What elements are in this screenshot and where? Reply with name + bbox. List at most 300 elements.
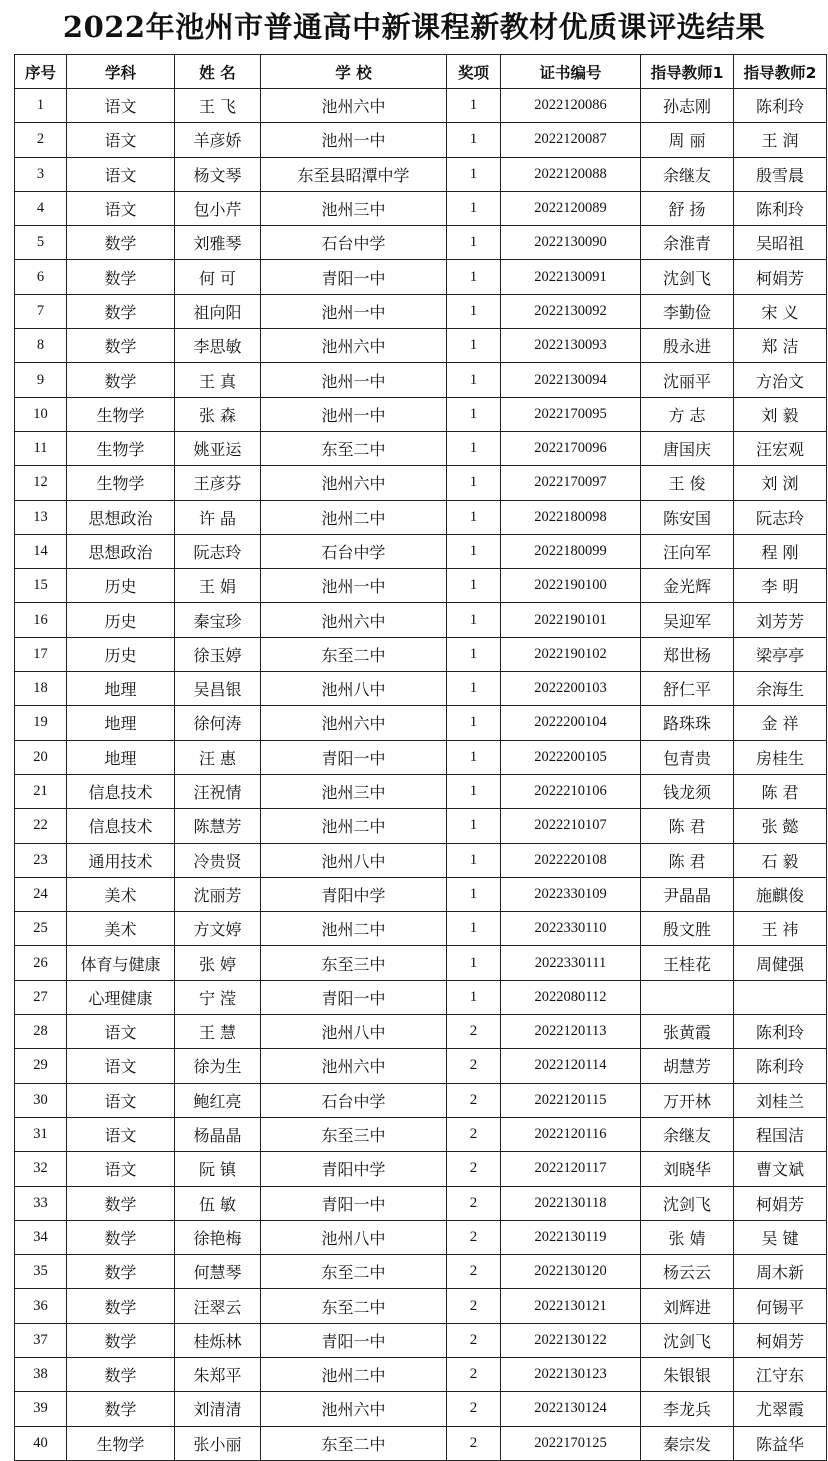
cell-certificate: 2022120113 xyxy=(501,1015,641,1049)
cell-advisor-1: 唐国庆 xyxy=(641,431,734,465)
cell-advisor-1: 张黄霞 xyxy=(641,1015,734,1049)
cell-advisor-1: 钱龙须 xyxy=(641,774,734,808)
cell-index: 12 xyxy=(15,466,67,500)
cell-school: 池州一中 xyxy=(261,123,447,157)
cell-award: 1 xyxy=(447,89,501,123)
table-row xyxy=(15,260,827,294)
cell-award: 1 xyxy=(447,397,501,431)
cell-subject: 语文 xyxy=(67,1117,175,1151)
table-row xyxy=(15,603,827,637)
cell-subject: 思想政治 xyxy=(67,500,175,534)
document-title: 2022年池州市普通高中新课程新教材优质课评选结果 xyxy=(62,10,766,44)
cell-certificate: 2022200105 xyxy=(501,740,641,774)
cell-school: 池州一中 xyxy=(261,569,447,603)
cell-subject: 语文 xyxy=(67,1049,175,1083)
cell-school: 东至县昭潭中学 xyxy=(261,157,447,191)
cell-advisor-1: 孙志刚 xyxy=(641,89,734,123)
cell-school: 青阳一中 xyxy=(261,980,447,1014)
table-row xyxy=(15,1220,827,1254)
cell-index: 28 xyxy=(15,1015,67,1049)
cell-school: 池州二中 xyxy=(261,500,447,534)
cell-index: 22 xyxy=(15,809,67,843)
cell-advisor-2: 陈利玲 xyxy=(734,89,827,123)
cell-name: 许 晶 xyxy=(175,500,261,534)
cell-index: 26 xyxy=(15,946,67,980)
cell-school: 东至二中 xyxy=(261,1426,447,1460)
cell-award: 1 xyxy=(447,809,501,843)
cell-certificate: 2022210107 xyxy=(501,809,641,843)
cell-award: 1 xyxy=(447,191,501,225)
cell-advisor-1: 李龙兵 xyxy=(641,1392,734,1426)
cell-school: 池州三中 xyxy=(261,191,447,225)
cell-advisor-2: 石 毅 xyxy=(734,843,827,877)
cell-subject: 数学 xyxy=(67,1392,175,1426)
cell-award: 1 xyxy=(447,980,501,1014)
table-row xyxy=(15,500,827,534)
cell-subject: 语文 xyxy=(67,123,175,157)
cell-award: 1 xyxy=(447,672,501,706)
cell-advisor-2: 汪宏观 xyxy=(734,431,827,465)
cell-school: 东至二中 xyxy=(261,1255,447,1289)
cell-index: 17 xyxy=(15,637,67,671)
cell-name: 李思敏 xyxy=(175,329,261,363)
cell-award: 2 xyxy=(447,1289,501,1323)
cell-advisor-2: 宋 义 xyxy=(734,294,827,328)
cell-award: 2 xyxy=(447,1083,501,1117)
cell-school: 青阳中学 xyxy=(261,877,447,911)
cell-index: 31 xyxy=(15,1117,67,1151)
cell-school: 东至二中 xyxy=(261,1289,447,1323)
cell-award: 2 xyxy=(447,1015,501,1049)
cell-index: 33 xyxy=(15,1186,67,1220)
cell-name: 鲍红亮 xyxy=(175,1083,261,1117)
cell-certificate: 2022130121 xyxy=(501,1289,641,1323)
cell-advisor-1: 张 婧 xyxy=(641,1220,734,1254)
cell-school: 池州二中 xyxy=(261,809,447,843)
table-row xyxy=(15,809,827,843)
cell-advisor-2: 陈利玲 xyxy=(734,1015,827,1049)
cell-index: 7 xyxy=(15,294,67,328)
cell-name: 宁 滢 xyxy=(175,980,261,1014)
table-row xyxy=(15,1049,827,1083)
cell-school: 池州二中 xyxy=(261,1357,447,1391)
cell-name: 姚亚运 xyxy=(175,431,261,465)
cell-advisor-2: 柯娟芳 xyxy=(734,260,827,294)
cell-index: 18 xyxy=(15,672,67,706)
cell-subject: 生物学 xyxy=(67,397,175,431)
cell-name: 阮志玲 xyxy=(175,534,261,568)
cell-advisor-1: 朱银银 xyxy=(641,1357,734,1391)
cell-school: 池州一中 xyxy=(261,363,447,397)
cell-award: 2 xyxy=(447,1357,501,1391)
cell-subject: 数学 xyxy=(67,1186,175,1220)
cell-award: 2 xyxy=(447,1323,501,1357)
cell-advisor-1: 郑世杨 xyxy=(641,637,734,671)
cell-advisor-2: 李 明 xyxy=(734,569,827,603)
table-header-row xyxy=(15,55,827,89)
cell-school: 池州八中 xyxy=(261,1220,447,1254)
table-row xyxy=(15,1426,827,1460)
cell-name: 祖向阳 xyxy=(175,294,261,328)
cell-award: 1 xyxy=(447,912,501,946)
table-body xyxy=(15,89,827,1461)
cell-advisor-1: 胡慧芳 xyxy=(641,1049,734,1083)
column-header-certificate: 证书编号 xyxy=(501,55,641,89)
cell-subject: 信息技术 xyxy=(67,809,175,843)
cell-advisor-1: 陈安国 xyxy=(641,500,734,534)
cell-advisor-2: 刘 浏 xyxy=(734,466,827,500)
cell-school: 池州八中 xyxy=(261,1015,447,1049)
cell-school: 池州六中 xyxy=(261,1392,447,1426)
table-row xyxy=(15,89,827,123)
cell-name: 王彦芬 xyxy=(175,466,261,500)
cell-advisor-1: 沈剑飞 xyxy=(641,260,734,294)
cell-advisor-1: 殷永进 xyxy=(641,329,734,363)
cell-advisor-2: 刘 毅 xyxy=(734,397,827,431)
table-row xyxy=(15,980,827,1014)
cell-advisor-2: 刘桂兰 xyxy=(734,1083,827,1117)
cell-advisor-2: 金 祥 xyxy=(734,706,827,740)
cell-index: 14 xyxy=(15,534,67,568)
cell-name: 汪翠云 xyxy=(175,1289,261,1323)
cell-certificate: 2022130120 xyxy=(501,1255,641,1289)
cell-index: 8 xyxy=(15,329,67,363)
cell-index: 34 xyxy=(15,1220,67,1254)
cell-school: 东至三中 xyxy=(261,1117,447,1151)
cell-name: 沈丽芳 xyxy=(175,877,261,911)
table-row xyxy=(15,1289,827,1323)
cell-school: 青阳中学 xyxy=(261,1152,447,1186)
table-row xyxy=(15,1323,827,1357)
cell-certificate: 2022120114 xyxy=(501,1049,641,1083)
cell-index: 10 xyxy=(15,397,67,431)
cell-school: 石台中学 xyxy=(261,534,447,568)
cell-certificate: 2022130118 xyxy=(501,1186,641,1220)
cell-index: 19 xyxy=(15,706,67,740)
cell-advisor-2 xyxy=(734,980,827,1014)
cell-certificate: 2022170097 xyxy=(501,466,641,500)
cell-school: 池州六中 xyxy=(261,329,447,363)
cell-name: 包小芹 xyxy=(175,191,261,225)
cell-award: 2 xyxy=(447,1049,501,1083)
cell-award: 1 xyxy=(447,534,501,568)
cell-award: 1 xyxy=(447,363,501,397)
cell-name: 徐艳梅 xyxy=(175,1220,261,1254)
column-header-subject: 学科 xyxy=(67,55,175,89)
cell-certificate: 2022120117 xyxy=(501,1152,641,1186)
cell-subject: 生物学 xyxy=(67,466,175,500)
column-header-name: 姓 名 xyxy=(175,55,261,89)
cell-award: 1 xyxy=(447,466,501,500)
cell-advisor-1: 包青贵 xyxy=(641,740,734,774)
cell-advisor-2: 曹文斌 xyxy=(734,1152,827,1186)
cell-name: 阮 镇 xyxy=(175,1152,261,1186)
cell-advisor-2: 尤翠霞 xyxy=(734,1392,827,1426)
cell-subject: 通用技术 xyxy=(67,843,175,877)
column-header-award: 奖项 xyxy=(447,55,501,89)
table-row xyxy=(15,1117,827,1151)
cell-name: 徐何涛 xyxy=(175,706,261,740)
cell-certificate: 2022170125 xyxy=(501,1426,641,1460)
cell-school: 石台中学 xyxy=(261,226,447,260)
cell-certificate: 2022120087 xyxy=(501,123,641,157)
cell-name: 徐为生 xyxy=(175,1049,261,1083)
cell-school: 东至三中 xyxy=(261,946,447,980)
cell-advisor-1: 周 丽 xyxy=(641,123,734,157)
cell-certificate: 2022190100 xyxy=(501,569,641,603)
cell-advisor-2: 王 润 xyxy=(734,123,827,157)
cell-advisor-2: 郑 洁 xyxy=(734,329,827,363)
cell-certificate: 2022130093 xyxy=(501,329,641,363)
cell-certificate: 2022130092 xyxy=(501,294,641,328)
cell-name: 王 飞 xyxy=(175,89,261,123)
cell-certificate: 2022330110 xyxy=(501,912,641,946)
cell-index: 3 xyxy=(15,157,67,191)
cell-subject: 地理 xyxy=(67,706,175,740)
cell-certificate: 2022200103 xyxy=(501,672,641,706)
cell-certificate: 2022200104 xyxy=(501,706,641,740)
table-row xyxy=(15,1083,827,1117)
cell-award: 1 xyxy=(447,569,501,603)
cell-award: 2 xyxy=(447,1220,501,1254)
cell-advisor-2: 柯娟芳 xyxy=(734,1186,827,1220)
cell-award: 1 xyxy=(447,226,501,260)
table-row xyxy=(15,1357,827,1391)
table-row xyxy=(15,397,827,431)
cell-advisor-1: 余继友 xyxy=(641,157,734,191)
cell-advisor-2: 陈利玲 xyxy=(734,1049,827,1083)
cell-index: 6 xyxy=(15,260,67,294)
cell-advisor-2: 陈益华 xyxy=(734,1426,827,1460)
cell-index: 35 xyxy=(15,1255,67,1289)
cell-certificate: 2022130124 xyxy=(501,1392,641,1426)
cell-certificate: 2022180099 xyxy=(501,534,641,568)
cell-advisor-2: 阮志玲 xyxy=(734,500,827,534)
cell-name: 张 婷 xyxy=(175,946,261,980)
cell-school: 池州六中 xyxy=(261,89,447,123)
cell-subject: 心理健康 xyxy=(67,980,175,1014)
cell-subject: 历史 xyxy=(67,569,175,603)
cell-name: 秦宝珍 xyxy=(175,603,261,637)
cell-name: 冷贵贤 xyxy=(175,843,261,877)
cell-advisor-1: 杨云云 xyxy=(641,1255,734,1289)
cell-school: 池州六中 xyxy=(261,466,447,500)
cell-award: 2 xyxy=(447,1392,501,1426)
cell-name: 徐玉婷 xyxy=(175,637,261,671)
cell-index: 9 xyxy=(15,363,67,397)
cell-certificate: 2022210106 xyxy=(501,774,641,808)
cell-school: 青阳一中 xyxy=(261,1186,447,1220)
cell-subject: 数学 xyxy=(67,260,175,294)
cell-certificate: 2022130123 xyxy=(501,1357,641,1391)
cell-name: 何 可 xyxy=(175,260,261,294)
cell-index: 36 xyxy=(15,1289,67,1323)
cell-advisor-1: 余淮青 xyxy=(641,226,734,260)
cell-advisor-2: 何锡平 xyxy=(734,1289,827,1323)
cell-index: 38 xyxy=(15,1357,67,1391)
cell-advisor-1: 余继友 xyxy=(641,1117,734,1151)
cell-certificate: 2022120115 xyxy=(501,1083,641,1117)
table-row xyxy=(15,294,827,328)
cell-certificate: 2022130122 xyxy=(501,1323,641,1357)
cell-certificate: 2022330111 xyxy=(501,946,641,980)
cell-subject: 信息技术 xyxy=(67,774,175,808)
cell-advisor-2: 柯娟芳 xyxy=(734,1323,827,1357)
table-row xyxy=(15,1152,827,1186)
cell-award: 1 xyxy=(447,157,501,191)
results-table xyxy=(14,54,827,1461)
table-row xyxy=(15,843,827,877)
table-row xyxy=(15,946,827,980)
table-row xyxy=(15,1392,827,1426)
table-row xyxy=(15,912,827,946)
cell-award: 1 xyxy=(447,774,501,808)
cell-school: 青阳一中 xyxy=(261,740,447,774)
cell-name: 王 慧 xyxy=(175,1015,261,1049)
cell-advisor-2: 刘芳芳 xyxy=(734,603,827,637)
cell-school: 青阳一中 xyxy=(261,1323,447,1357)
cell-advisor-2: 吴 键 xyxy=(734,1220,827,1254)
cell-name: 陈慧芳 xyxy=(175,809,261,843)
cell-school: 池州一中 xyxy=(261,294,447,328)
cell-advisor-1: 陈 君 xyxy=(641,809,734,843)
cell-advisor-1: 殷文胜 xyxy=(641,912,734,946)
cell-index: 23 xyxy=(15,843,67,877)
cell-school: 青阳一中 xyxy=(261,260,447,294)
cell-advisor-1: 王桂花 xyxy=(641,946,734,980)
cell-advisor-1: 吴迎军 xyxy=(641,603,734,637)
cell-award: 2 xyxy=(447,1117,501,1151)
cell-name: 杨文琴 xyxy=(175,157,261,191)
cell-certificate: 2022190101 xyxy=(501,603,641,637)
cell-index: 13 xyxy=(15,500,67,534)
cell-name: 王 娟 xyxy=(175,569,261,603)
cell-award: 1 xyxy=(447,294,501,328)
cell-advisor-2: 方治文 xyxy=(734,363,827,397)
cell-award: 1 xyxy=(447,706,501,740)
cell-award: 2 xyxy=(447,1255,501,1289)
cell-award: 1 xyxy=(447,946,501,980)
cell-subject: 语文 xyxy=(67,1083,175,1117)
cell-advisor-1: 刘晓华 xyxy=(641,1152,734,1186)
cell-certificate: 2022120116 xyxy=(501,1117,641,1151)
cell-advisor-1: 汪向军 xyxy=(641,534,734,568)
cell-index: 25 xyxy=(15,912,67,946)
cell-advisor-2: 周健强 xyxy=(734,946,827,980)
cell-certificate: 2022190102 xyxy=(501,637,641,671)
cell-index: 20 xyxy=(15,740,67,774)
cell-award: 2 xyxy=(447,1152,501,1186)
cell-subject: 地理 xyxy=(67,672,175,706)
cell-school: 池州六中 xyxy=(261,1049,447,1083)
cell-school: 东至二中 xyxy=(261,637,447,671)
cell-name: 杨晶晶 xyxy=(175,1117,261,1151)
cell-award: 1 xyxy=(447,329,501,363)
cell-name: 汪祝情 xyxy=(175,774,261,808)
table-row xyxy=(15,329,827,363)
cell-certificate: 2022120089 xyxy=(501,191,641,225)
cell-certificate: 2022120088 xyxy=(501,157,641,191)
cell-name: 朱郑平 xyxy=(175,1357,261,1391)
cell-subject: 历史 xyxy=(67,637,175,671)
cell-subject: 数学 xyxy=(67,1289,175,1323)
cell-certificate: 2022170096 xyxy=(501,431,641,465)
cell-advisor-1: 舒仁平 xyxy=(641,672,734,706)
cell-index: 15 xyxy=(15,569,67,603)
cell-certificate: 2022130091 xyxy=(501,260,641,294)
cell-index: 2 xyxy=(15,123,67,157)
cell-certificate: 2022180098 xyxy=(501,500,641,534)
cell-subject: 数学 xyxy=(67,1357,175,1391)
cell-advisor-2: 吴昭祖 xyxy=(734,226,827,260)
cell-advisor-1: 刘辉进 xyxy=(641,1289,734,1323)
cell-advisor-2: 江守东 xyxy=(734,1357,827,1391)
cell-school: 石台中学 xyxy=(261,1083,447,1117)
cell-advisor-1: 王 俊 xyxy=(641,466,734,500)
cell-advisor-1: 舒 扬 xyxy=(641,191,734,225)
cell-school: 池州一中 xyxy=(261,397,447,431)
table-row xyxy=(15,569,827,603)
cell-advisor-1 xyxy=(641,980,734,1014)
table-row xyxy=(15,157,827,191)
cell-award: 1 xyxy=(447,637,501,671)
column-header-advisor-1: 指导教师1 xyxy=(641,55,734,89)
table-row xyxy=(15,466,827,500)
table-row xyxy=(15,1255,827,1289)
cell-name: 汪 惠 xyxy=(175,740,261,774)
cell-school: 池州六中 xyxy=(261,706,447,740)
cell-index: 39 xyxy=(15,1392,67,1426)
cell-advisor-2: 程国洁 xyxy=(734,1117,827,1151)
cell-advisor-2: 陈 君 xyxy=(734,774,827,808)
cell-subject: 美术 xyxy=(67,877,175,911)
cell-subject: 生物学 xyxy=(67,431,175,465)
cell-advisor-1: 陈 君 xyxy=(641,843,734,877)
cell-index: 32 xyxy=(15,1152,67,1186)
cell-name: 何慧琴 xyxy=(175,1255,261,1289)
cell-advisor-2: 殷雪晨 xyxy=(734,157,827,191)
cell-subject: 体育与健康 xyxy=(67,946,175,980)
column-header-advisor-2: 指导教师2 xyxy=(734,55,827,89)
cell-advisor-2: 程 刚 xyxy=(734,534,827,568)
cell-advisor-1: 金光辉 xyxy=(641,569,734,603)
cell-index: 24 xyxy=(15,877,67,911)
cell-name: 吴昌银 xyxy=(175,672,261,706)
cell-subject: 数学 xyxy=(67,329,175,363)
cell-index: 37 xyxy=(15,1323,67,1357)
cell-name: 王 真 xyxy=(175,363,261,397)
cell-index: 16 xyxy=(15,603,67,637)
cell-index: 5 xyxy=(15,226,67,260)
cell-name: 张 森 xyxy=(175,397,261,431)
cell-name: 伍 敏 xyxy=(175,1186,261,1220)
cell-award: 2 xyxy=(447,1186,501,1220)
table-row xyxy=(15,637,827,671)
cell-advisor-2: 张 懿 xyxy=(734,809,827,843)
cell-index: 29 xyxy=(15,1049,67,1083)
cell-certificate: 2022170095 xyxy=(501,397,641,431)
cell-award: 1 xyxy=(447,877,501,911)
cell-name: 刘清清 xyxy=(175,1392,261,1426)
cell-award: 1 xyxy=(447,740,501,774)
cell-advisor-1: 沈丽平 xyxy=(641,363,734,397)
cell-school: 池州二中 xyxy=(261,912,447,946)
cell-index: 1 xyxy=(15,89,67,123)
cell-subject: 数学 xyxy=(67,1255,175,1289)
cell-award: 1 xyxy=(447,123,501,157)
cell-index: 40 xyxy=(15,1426,67,1460)
table-row xyxy=(15,191,827,225)
